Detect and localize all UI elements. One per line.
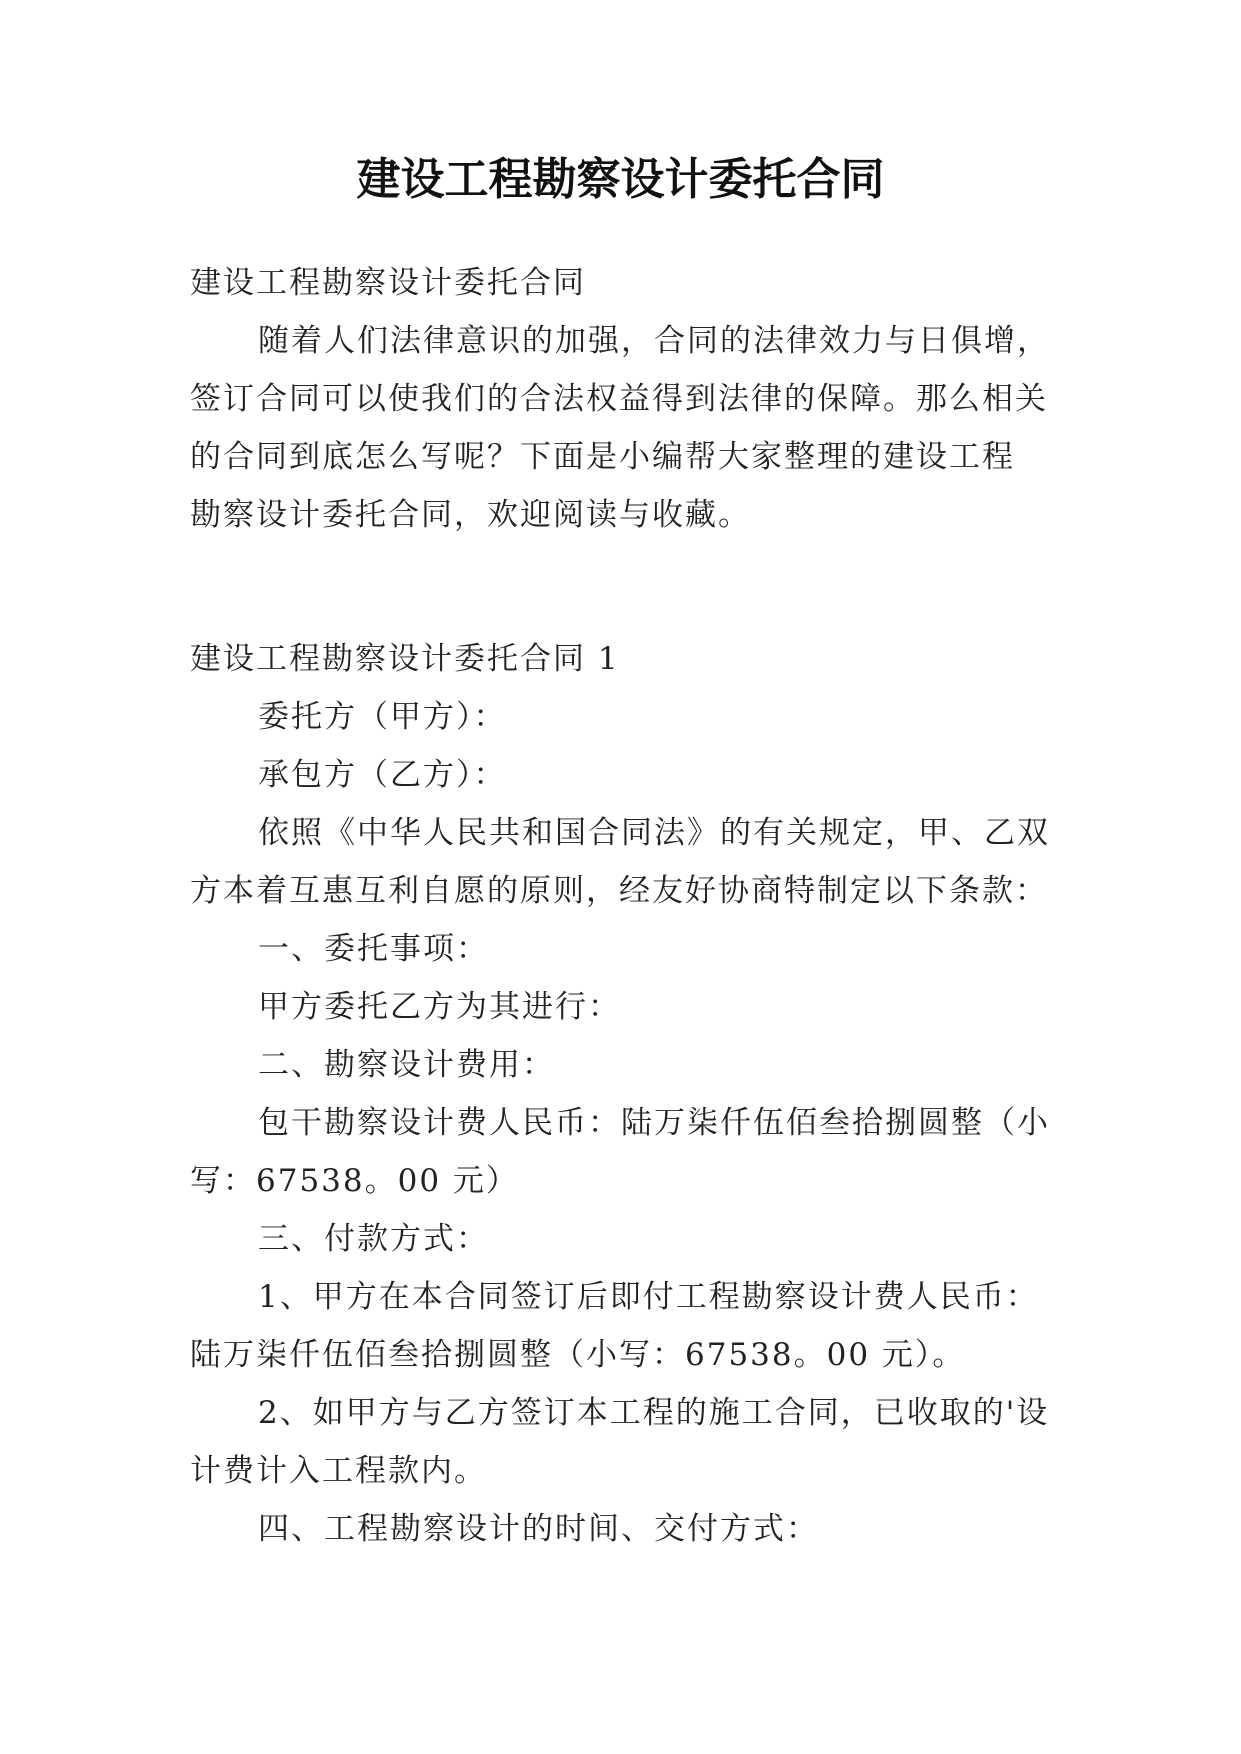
paragraph-line: 依照《中华人民共和国合同法》的有关规定，甲、乙双 <box>258 815 1050 851</box>
section-heading: 二、勘察设计费用： <box>258 1047 555 1083</box>
paragraph-line: 2、如甲方与乙方签订本工程的施工合同，已收取的'设 <box>258 1395 1050 1431</box>
paragraph-line: 随着人们法律意识的加强，合同的法律效力与日俱增， <box>258 323 1050 359</box>
party-a-line: 委托方（甲方）： <box>258 699 507 735</box>
document-title: 建设工程勘察设计委托合同 <box>356 154 885 205</box>
paragraph-line: 1、甲方在本合同签订后即付工程勘察设计费人民币： <box>258 1279 1039 1315</box>
paragraph-line: 甲方委托乙方为其进行： <box>258 989 621 1025</box>
paragraph-line: 计费计入工程款内。 <box>190 1453 487 1489</box>
contract-block <box>190 630 1070 1558</box>
subtitle-line: 建设工程勘察设计委托合同 <box>190 265 586 301</box>
paragraph-line: 勘察设计委托合同，欢迎阅读与收藏。 <box>190 497 751 533</box>
intro-block <box>190 254 1070 544</box>
section-heading: 一、委托事项： <box>258 931 489 967</box>
paragraph-line: 写：67538。00 元） <box>190 1163 519 1199</box>
section-heading: 四、工程勘察设计的时间、交付方式： <box>258 1511 819 1547</box>
section-heading: 三、付款方式： <box>258 1221 489 1257</box>
paragraph-line: 陆万柒仟伍佰叁拾捌圆整（小写：67538。00 元）。 <box>190 1337 966 1373</box>
paragraph-line: 方本着互惠互利自愿的原则，经友好协商特制定以下条款： <box>190 873 1048 909</box>
paragraph-line: 包干勘察设计费人民币：陆万柒仟伍佰叁拾捌圆整（小 <box>258 1105 1050 1141</box>
paragraph-line: 的合同到底怎么写呢？下面是小编帮大家整理的建设工程 <box>190 439 1015 475</box>
paragraph-line: 签订合同可以使我们的合法权益得到法律的保障。那么相关 <box>190 381 1048 417</box>
party-b-line: 承包方（乙方）： <box>258 757 507 793</box>
contract-heading: 建设工程勘察设计委托合同 1 <box>190 641 620 677</box>
